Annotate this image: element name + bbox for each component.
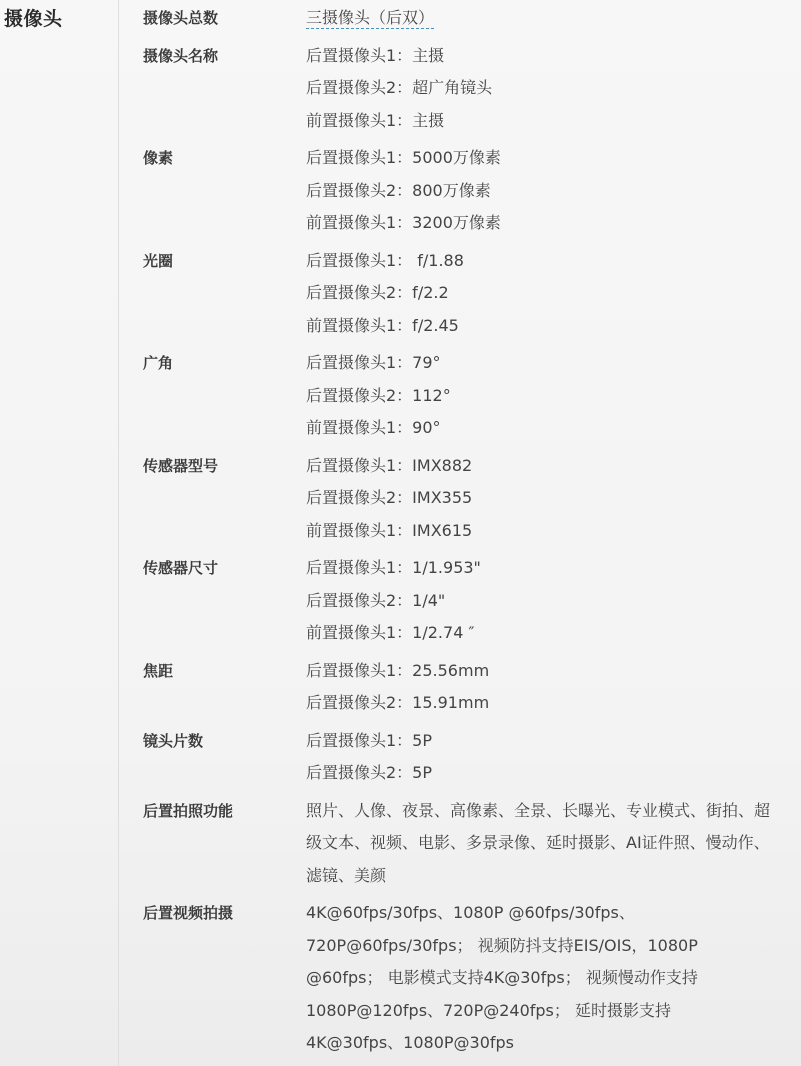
spec-value: 前置摄像头1：IMX615: [306, 520, 473, 540]
spec-value: 前置摄像头1：3200万像素: [306, 213, 501, 232]
spec-value: 前置摄像头1：1/2.74 ″: [306, 623, 475, 642]
spec-label: 光圈: [143, 251, 174, 270]
spec-value: 后置摄像头1：79°: [306, 353, 441, 372]
spec-value: 前置摄像头1：主摄: [306, 110, 445, 130]
spec-row-camera-names: [143, 40, 783, 138]
spec-value: 后置摄像头2：1/4": [306, 590, 446, 610]
spec-value: 后置摄像头2：5P: [306, 763, 433, 782]
spec-values: [306, 897, 783, 1060]
spec-values: [306, 795, 783, 893]
spec-row-pixels: [143, 142, 783, 240]
section-title: 摄像头: [4, 8, 63, 30]
spec-row-total: [143, 2, 783, 35]
spec-value: 后置摄像头2：800万像素: [306, 180, 491, 200]
spec-label: 后置视频拍摄: [143, 904, 234, 922]
spec-values: [306, 450, 783, 548]
spec-value: 后置摄像头2：f/2.2: [306, 283, 449, 302]
spec-table: [143, 2, 783, 1065]
spec-label: 后置拍照功能: [143, 801, 234, 820]
spec-label: 摄像头总数: [143, 9, 219, 27]
spec-label: 广角: [143, 354, 174, 372]
spec-value: 后置摄像头2：112°: [306, 385, 451, 405]
spec-values: [306, 552, 783, 650]
spec-label: 传感器型号: [143, 456, 219, 475]
spec-label: 像素: [143, 149, 174, 167]
spec-value: 后置摄像头2：IMX355: [306, 488, 473, 507]
spec-values: [306, 655, 783, 720]
spec-values: [306, 725, 783, 790]
spec-value: 后置摄像头1：1/1.953": [306, 558, 481, 577]
spec-label: 摄像头名称: [143, 46, 219, 65]
spec-label: 传感器尺寸: [143, 559, 219, 577]
spec-value: 后置摄像头1：25.56mm: [306, 660, 490, 680]
spec-row-focal-length: [143, 655, 783, 720]
spec-values: [306, 142, 783, 240]
spec-value: 前置摄像头1：90°: [306, 418, 441, 437]
spec-values: [306, 245, 783, 343]
spec-row-wide-angle: [143, 347, 783, 445]
spec-row-lens-elements: [143, 725, 783, 790]
spec-value: 后置摄像头1： f/1.88: [306, 250, 464, 270]
spec-value: 后置摄像头2：15.91mm: [306, 693, 490, 712]
spec-row-aperture: [143, 245, 783, 343]
spec-values: [306, 347, 783, 445]
spec-value: 前置摄像头1：f/2.45: [306, 315, 459, 335]
spec-value-paragraph: 4K@60fps/30fps、1080P @60fps/30fps、720P@60fps/30fps； 视频防抖支持EIS/OIS，1080P @60fps； 电影模式支持4K@30fps； 视频慢动作支持 1080P@120fps、720P@240fps； 延时摄影支持 4K@30fps、1080P@30fps: [306, 903, 698, 1052]
spec-row-rear-video: [143, 897, 783, 1060]
spec-value: 后置摄像头1：主摄: [306, 45, 445, 65]
spec-value: 后置摄像头1：IMX882: [306, 455, 473, 475]
spec-value[interactable]: [306, 2, 783, 35]
spec-row-sensor-model: [143, 450, 783, 548]
spec-value: 后置摄像头1：5P: [306, 730, 433, 750]
spec-row-sensor-size: [143, 552, 783, 650]
spec-value: 后置摄像头2：超广角镜头: [306, 78, 493, 97]
spec-value: 后置摄像头1：5000万像素: [306, 148, 501, 167]
spec-row-rear-photo-features: [143, 795, 783, 893]
spec-label: 镜头片数: [143, 731, 204, 750]
spec-values: [306, 2, 783, 35]
spec-value-paragraph: 照片、人像、夜景、高像素、全景、长曝光、专业模式、街拍、超级文本、视频、电影、多景录像、延时摄影、AI证件照、慢动作、滤镜、美颜: [306, 800, 771, 885]
camera-count-link[interactable]: 三摄像头（后双）: [306, 8, 435, 27]
spec-label: 焦距: [143, 661, 174, 680]
column-divider: [118, 0, 119, 1066]
spec-values: [306, 40, 783, 138]
